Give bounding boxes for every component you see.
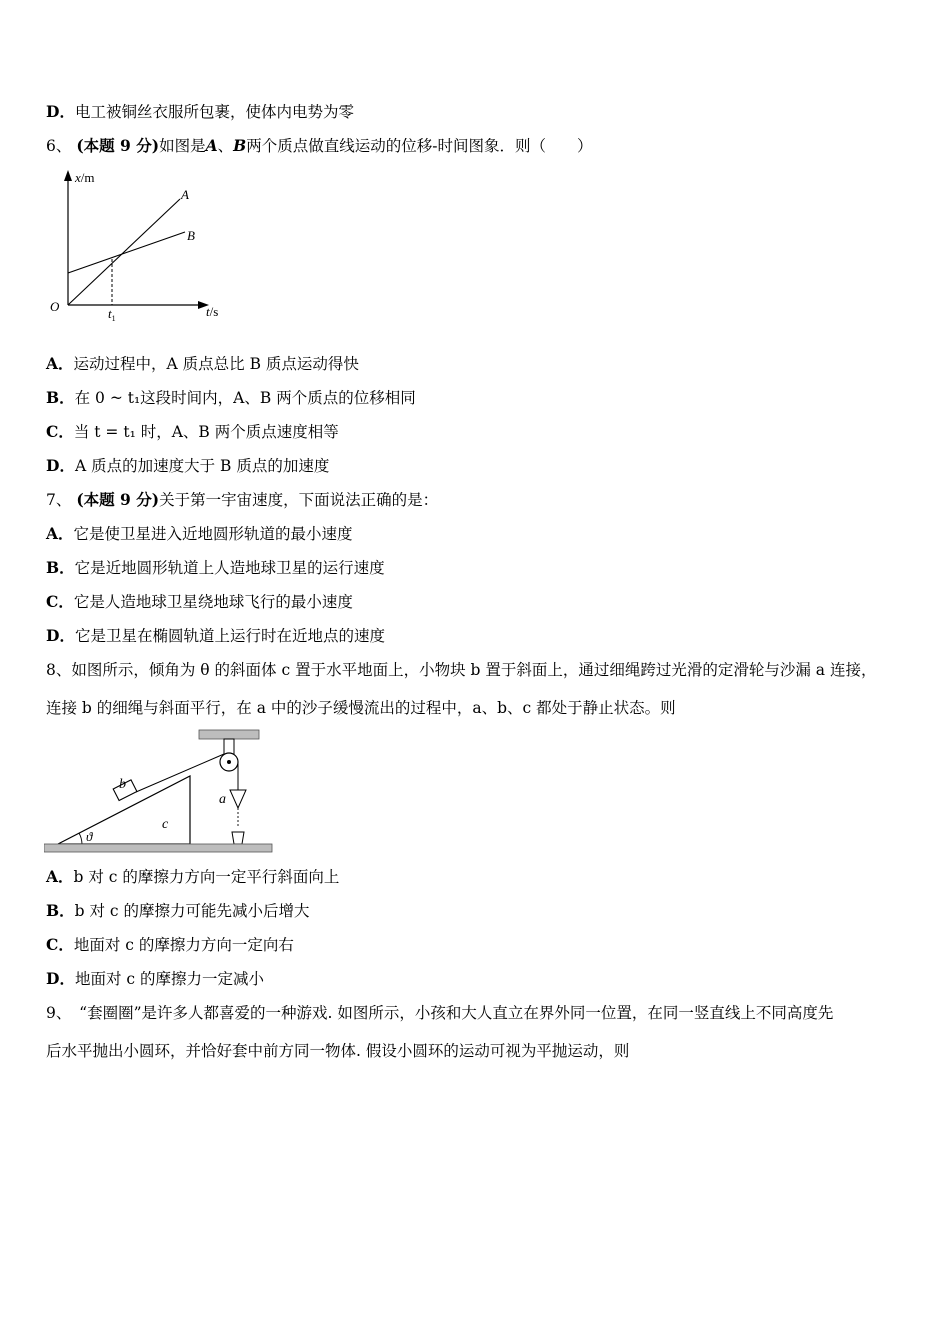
q6-option-a	[46, 354, 359, 374]
q7-option-a-label: A．	[46, 524, 74, 543]
q6-option-d-label: D．	[46, 456, 75, 475]
q8-incline-figure	[44, 728, 276, 858]
x-axis-label: t/s	[206, 304, 219, 319]
q6-sep: 、	[217, 137, 234, 155]
q7-stem	[46, 490, 438, 510]
q6-xt-graph	[40, 165, 240, 330]
q7-option-d-text: 它是卫星在椭圆轨道上运行时在近地点的速度	[74, 627, 385, 645]
y-axis-label: x/m	[75, 170, 95, 185]
q5-option-d-label: D．	[46, 102, 75, 121]
q8-option-c-label: C．	[46, 935, 74, 954]
q6-option-c-label: C．	[46, 422, 74, 441]
q8-stem-text-2: 连接 b 的细绳与斜面平行，在 a 中的沙子缓慢流出的过程中，a、b、c 都处于静止状态。则	[46, 699, 676, 717]
ground	[44, 844, 272, 852]
label-c: c	[162, 817, 169, 832]
q9-stem-text-2: 后水平抛出小圆环，并恰好套中前方同一物体. 假设小圆环的运动可视为平抛运动，则	[46, 1042, 630, 1060]
label-a: a	[219, 792, 226, 807]
q5-option-d	[46, 102, 354, 122]
q8-option-a-text: b 对 c 的摩擦力方向一定平行斜面向上	[73, 868, 340, 886]
q8-option-c-text: 地面对 c 的摩擦力方向一定向右	[73, 936, 294, 954]
q5-option-d-text: 电工被铜丝衣服所包裹，使体内电势为零	[74, 103, 354, 121]
q6-option-a-text: 运动过程中，A 质点总比 B 质点运动得快	[73, 355, 359, 373]
q9-stem-text-1: “套圈圈”是许多人都喜爱的一种游戏. 如图所示，小孩和大人直立在界外同一位置，在同一竖直线上不同高度先	[79, 1004, 834, 1022]
label-b: b	[119, 777, 126, 792]
q7-option-b	[46, 558, 385, 578]
bucket	[232, 832, 244, 844]
q6-var-b: B	[233, 136, 247, 155]
q6-var-a: A	[205, 136, 218, 155]
q7-option-b-text: 它是近地圆形轨道上人造地球卫星的运行速度	[74, 559, 385, 577]
q7-option-d	[46, 626, 385, 646]
q7-option-c	[46, 592, 353, 612]
q7-option-a-text: 它是使卫星进入近地圆形轨道的最小速度	[73, 525, 353, 543]
q8-stem-line2	[46, 698, 916, 718]
q6-option-a-label: A．	[46, 354, 74, 373]
q8-option-b-text: b 对 c 的摩擦力可能先减小后增大	[74, 902, 310, 920]
q8-number: 8、	[46, 661, 72, 679]
q9-number: 9、	[46, 1004, 64, 1022]
q9-stem-line2	[46, 1041, 916, 1061]
q8-option-d	[46, 969, 264, 989]
q8-stem-line1	[46, 660, 916, 680]
q6-score: (本题 9 分)	[76, 136, 160, 155]
q8-option-b	[46, 901, 310, 921]
t1-label: $t_1$	[108, 306, 116, 323]
q7-stem-text: 关于第一宇宙速度，下面说法正确的是：	[159, 491, 439, 509]
q6-option-b-label: B．	[46, 388, 75, 407]
origin-label: O	[50, 299, 60, 314]
q6-stem-b: 两个质点做直线运动的位移-时间图象．则（ ）	[246, 137, 593, 155]
line-b-label: B	[187, 228, 195, 243]
q7-option-c-text: 它是人造地球卫星绕地球飞行的最小速度	[73, 593, 353, 611]
q8-option-c	[46, 935, 294, 955]
q7-number: 7、	[46, 491, 72, 509]
line-a-label: A	[181, 187, 189, 202]
line-b	[68, 232, 185, 273]
q6-option-b	[46, 388, 416, 408]
funnel-a	[230, 790, 246, 808]
q7-option-d-label: D．	[46, 626, 75, 645]
q6-option-b-text: 在 0 ~ t₁这段时间内，A、B 两个质点的位移相同	[74, 389, 416, 407]
q8-option-a	[46, 867, 339, 887]
q6-option-c	[46, 422, 339, 442]
q6-number: 6、	[46, 137, 72, 155]
q9-stem-line1	[46, 1003, 916, 1023]
q8-option-b-label: B．	[46, 901, 75, 920]
label-angle: ϑ	[86, 829, 93, 844]
q8-option-a-label: A．	[46, 867, 74, 886]
q8-option-d-label: D．	[46, 969, 75, 988]
q6-stem-a: 如图是	[159, 137, 206, 155]
q6-option-d-text: A 质点的加速度大于 B 质点的加速度	[74, 457, 330, 475]
line-a	[68, 199, 180, 305]
q8-option-d-text: 地面对 c 的摩擦力一定减小	[74, 970, 264, 988]
q7-option-b-label: B．	[46, 558, 75, 577]
ceiling-bar	[199, 730, 259, 739]
q8-stem-text-1: 如图所示，倾角为 θ 的斜面体 c 置于水平地面上，小物块 b 置于斜面上，通过细绳跨过光滑的定滑轮与沙漏 a 连接，	[71, 661, 877, 679]
q7-option-a	[46, 524, 353, 544]
q7-score: (本题 9 分)	[76, 490, 160, 509]
q7-option-c-label: C．	[46, 592, 74, 611]
q6-option-d	[46, 456, 329, 476]
y-axis-arrow	[64, 170, 72, 181]
q6-stem	[46, 136, 592, 156]
q6-option-c-text: 当 t = t₁ 时，A、B 两个质点速度相等	[73, 423, 339, 441]
